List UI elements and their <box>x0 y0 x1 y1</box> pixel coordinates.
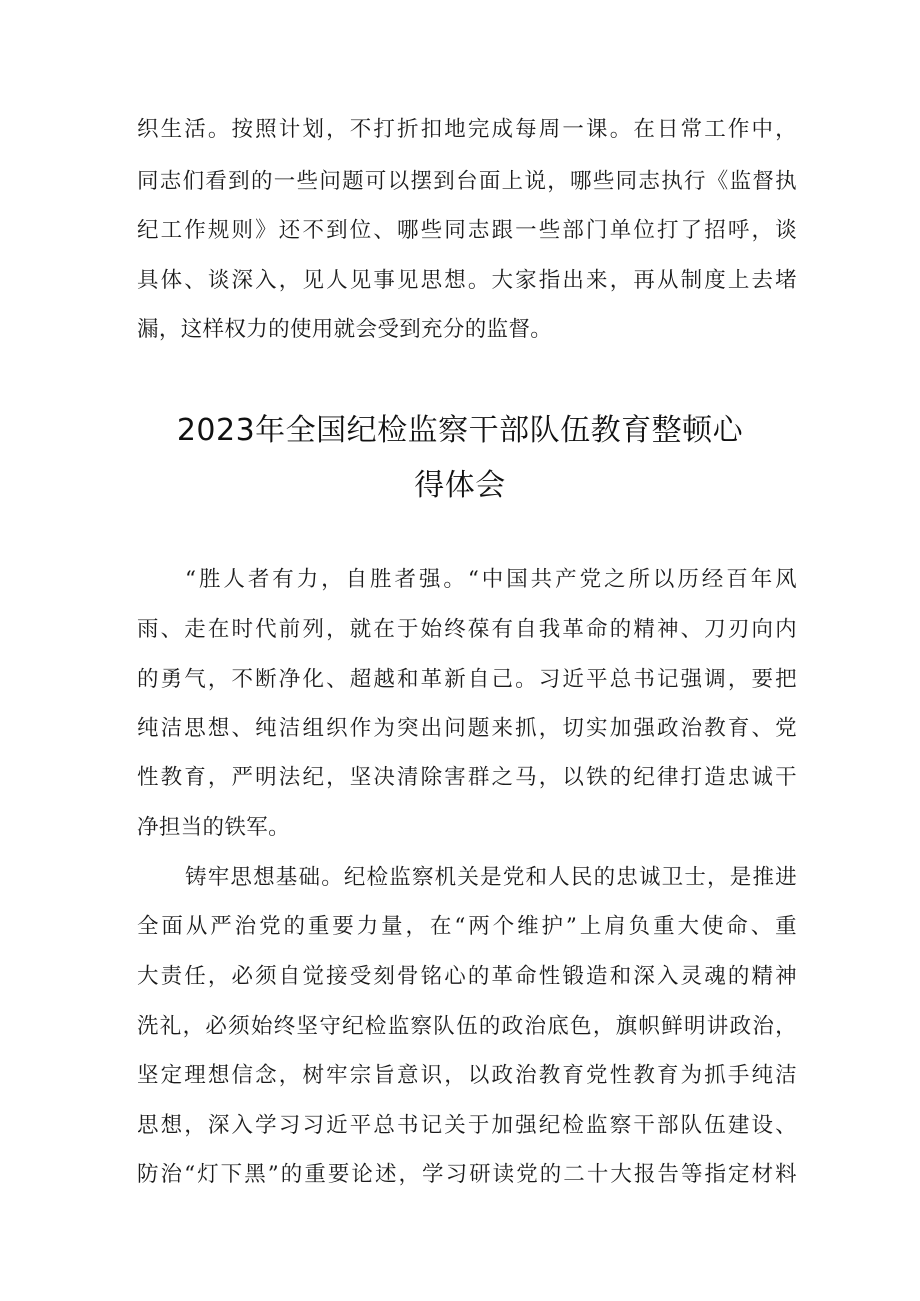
paragraph-line: 思想，深入学习习近平总书记关于加强纪检监察干部队伍建设、 <box>137 1113 797 1138</box>
document-title-line-2: 得体会 <box>414 468 506 503</box>
paragraph-line: 大责任，必须自觉接受刻骨铭心的革命性锻造和深入灵魂的精神 <box>137 964 797 989</box>
paragraph-line: 铸牢思想基础。纪检监察机关是党和人民的忠诚卫士，是推进 <box>185 865 797 890</box>
prev-paragraph-line: 漏，这样权力的使用就会受到充分的监督。 <box>137 317 553 342</box>
prev-paragraph-line: 同志们看到的一些问题可以摆到台面上说，哪些同志执行《监督执 <box>137 169 797 194</box>
paragraph-line: 性教育，严明法纪，坚决清除害群之马，以铁的纪律打造忠诚干 <box>137 765 797 790</box>
paragraph-line: 坚定理想信念，树牢宗旨意识，以政治教育党性教育为抓手纯洁 <box>137 1063 797 1088</box>
paragraph-line: “胜人者有力，自胜者强。“中国共产党之所以历经百年风 <box>185 567 797 592</box>
prev-paragraph-line: 纪工作规则》还不到位、哪些同志跟一些部门单位打了招呼，谈 <box>137 218 797 243</box>
paragraph-line: 净担当的铁军。 <box>137 815 290 840</box>
paragraph-line: 雨、走在时代前列，就在于始终葆有自我革命的精神、刀刃向内 <box>137 617 797 642</box>
paragraph-line: 全面从严治党的重要力量，在“两个维护”上肩负重大使命、重 <box>137 914 797 939</box>
prev-paragraph-line: 具体、谈深入，见人见事见思想。大家指出来，再从制度上去堵 <box>137 268 797 293</box>
paragraph-line: 洗礼，必须始终坚守纪检监察队伍的政治底色，旗帜鲜明讲政治， <box>137 1014 797 1039</box>
document-title-line-1: 2023年全国纪检监察干部队伍教育整顿心 <box>176 413 744 448</box>
paragraph-line: 防治“灯下黑”的重要论述，学习研读党的二十大报告等指定材料 <box>137 1162 797 1187</box>
prev-paragraph-line: 织生活。按照计划，不打折扣地完成每周一课。在日常工作中， <box>137 117 797 142</box>
paragraph-line: 的勇气，不断净化、超越和革新自己。习近平总书记强调，要把 <box>137 667 797 692</box>
paragraph-line: 纯洁思想、纯洁组织作为突出问题来抓，切实加强政治教育、党 <box>137 716 797 741</box>
